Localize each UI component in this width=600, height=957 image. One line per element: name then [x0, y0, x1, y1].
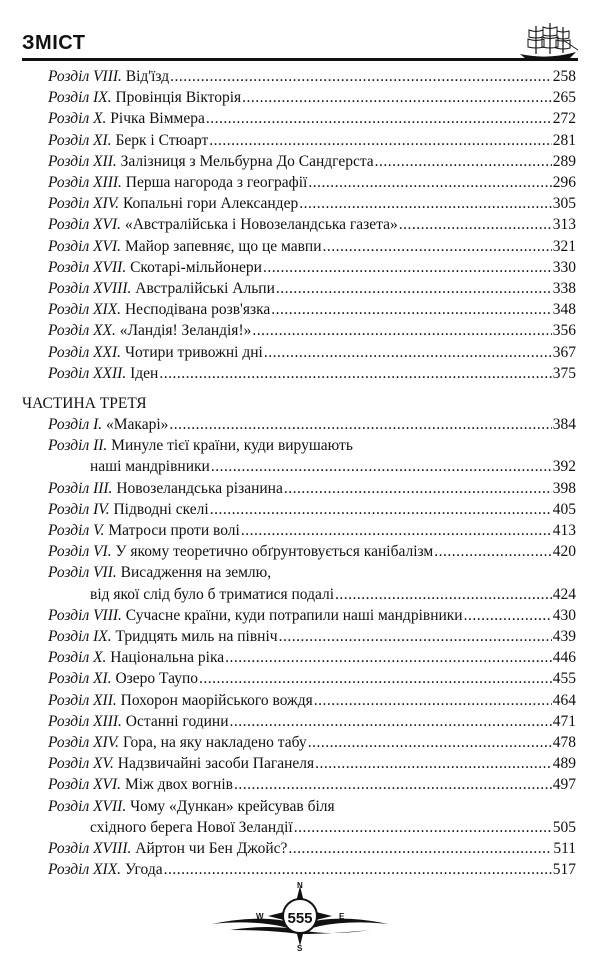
page-ref: 330 — [552, 258, 576, 276]
leader-dots — [210, 499, 552, 520]
page-ref: 375 — [552, 364, 576, 382]
leader-dots — [242, 87, 552, 108]
compass-north-label: N — [297, 881, 303, 890]
leader-dots — [284, 478, 552, 499]
page-ref: 511 — [553, 840, 576, 858]
sailing-ship-icon — [516, 20, 580, 64]
page-ref: 464 — [552, 691, 576, 709]
leader-dots — [169, 414, 551, 435]
toc-entry[interactable]: Розділ VIII. Від'їзд ..... 258 — [48, 66, 576, 87]
page-ref: 356 — [552, 322, 576, 340]
page-ref: 405 — [552, 500, 576, 518]
toc-entry[interactable]: Розділ XIII. Останні години ..... 471 — [48, 711, 576, 732]
leader-dots — [199, 668, 552, 689]
page-ref: 384 — [552, 416, 576, 433]
page-ref: 367 — [552, 343, 576, 361]
leader-dots — [241, 520, 552, 541]
page-ref: 505 — [552, 818, 576, 836]
toc-entry-multiline[interactable]: Розділ VII. Висадження на землю, від якої слід було б триматися подалі ..... 424 — [48, 562, 576, 604]
page-ref: 265 — [552, 89, 576, 107]
page-number: 555 — [287, 910, 313, 927]
toc-part3 — [48, 414, 576, 880]
toc-entry[interactable]: Розділ XIV. Копальні гори Александер ..... 305 — [48, 193, 576, 214]
toc-entry-multiline[interactable]: Розділ II. Минуле тієї країни, куди вирушають наші мандрівники ..... 392 — [48, 435, 576, 477]
leader-dots — [375, 151, 552, 172]
toc-entry[interactable]: Розділ XII. Похорон маорійського вождя ..... 464 — [48, 690, 576, 711]
page-ref: 497 — [552, 776, 576, 794]
leader-dots — [288, 838, 552, 859]
leader-dots — [276, 278, 552, 299]
toc-part2-continued — [48, 66, 576, 384]
toc-entry[interactable]: Розділ V. Матроси проти волі ..... 413 — [48, 520, 576, 541]
leader-dots — [209, 130, 551, 151]
leader-dots — [170, 66, 552, 87]
page-ref: 517 — [552, 861, 576, 879]
leader-dots — [399, 214, 552, 235]
page-ref: 258 — [552, 68, 576, 85]
page-ref: 289 — [552, 152, 576, 170]
toc-entry[interactable]: Розділ XIV. Гора, на яку накладено табу ..... 478 — [48, 732, 576, 753]
toc-entry[interactable]: Розділ XXI. Чотири тривожні дні ..... 367 — [48, 342, 576, 363]
toc-entry[interactable]: Розділ III. Новозеландська різанина ..... 398 — [48, 478, 576, 499]
leader-dots — [271, 299, 551, 320]
toc-entry[interactable]: Розділ I. «Макарі» ..... 384 — [48, 414, 576, 435]
leader-dots — [159, 363, 551, 384]
leader-dots — [206, 108, 552, 129]
compass-west-label: W — [256, 912, 264, 921]
leader-dots — [211, 456, 552, 477]
page-ref: 478 — [552, 734, 576, 752]
leader-dots — [434, 541, 552, 562]
page-ref: 430 — [552, 606, 576, 624]
leader-dots — [234, 774, 552, 795]
compass-east-label: E — [339, 912, 345, 921]
toc-entry[interactable]: Розділ XVII. Скотарі-мільйонери ..... 330 — [48, 257, 576, 278]
header-rule — [22, 58, 578, 61]
page-ref: 398 — [552, 479, 576, 497]
leader-dots — [252, 320, 551, 341]
toc-entry[interactable]: Розділ XVIII. Австралійські Альпи ..... 338 — [48, 278, 576, 299]
leader-dots — [225, 647, 552, 668]
compass-south-label: S — [297, 944, 303, 953]
toc-entry[interactable]: Розділ XVI. «Австралійська і Новозеландська газета» ..... 313 — [48, 214, 576, 235]
toc-entry[interactable]: Розділ X. Національна ріка ..... 446 — [48, 647, 576, 668]
page-ref: 489 — [552, 755, 576, 773]
toc-entry[interactable]: Розділ XIX. Несподівана розв'язка ..... 348 — [48, 299, 576, 320]
leader-dots — [263, 257, 552, 278]
toc-entry[interactable]: Розділ XVI. Майор запевняє, що це мавпи ..... 321 — [48, 236, 576, 257]
leader-dots — [264, 342, 552, 363]
leader-dots — [323, 236, 552, 257]
toc-entry[interactable]: Розділ XXII. Іден ..... 375 — [48, 363, 576, 384]
leader-dots — [308, 172, 551, 193]
page-ref: 455 — [552, 670, 576, 688]
page-ref: 305 — [552, 195, 576, 213]
leader-dots — [308, 732, 552, 753]
toc-entry[interactable]: Розділ XI. Берк і Стюарт ..... 281 — [48, 130, 576, 151]
page-header — [22, 28, 578, 62]
leader-dots — [314, 690, 552, 711]
toc-entry[interactable]: Розділ XVI. Між двох вогнів ..... 497 — [48, 774, 576, 795]
leader-dots — [315, 753, 552, 774]
toc-entry[interactable]: Розділ XI. Озеро Таупо ..... 455 — [48, 668, 576, 689]
toc-entry[interactable]: Розділ XII. Залізниця з Мельбурна До Сандгерста ..... 289 — [48, 151, 576, 172]
page-ref: 348 — [552, 301, 576, 319]
toc-entry[interactable]: Розділ XIII. Перша нагорода з географії ..... 296 — [48, 172, 576, 193]
page-ref: 281 — [552, 131, 576, 149]
page-ref: 321 — [552, 237, 576, 255]
toc-entry[interactable]: Розділ VIII. Сучасне країни, куди потрапили наші мандрівники ..... 430 — [48, 605, 576, 626]
toc-entry[interactable]: Розділ XIX. Угода ..... 517 — [48, 859, 576, 880]
leader-dots — [464, 605, 552, 626]
toc-entry[interactable]: Розділ IV. Підводні скелі ..... 405 — [48, 499, 576, 520]
toc-entry[interactable]: Розділ IX. Провінція Вікторія ..... 265 — [48, 87, 576, 108]
part-heading: ЧАСТИНА ТРЕТЯ — [22, 395, 147, 412]
page-ref: 446 — [552, 649, 576, 667]
leader-dots — [294, 817, 552, 838]
toc-entry[interactable]: Розділ XV. Надзвичайні засоби Паганеля ..... 489 — [48, 753, 576, 774]
page-title: ЗМІСТ — [22, 32, 86, 54]
leader-dots — [299, 193, 552, 214]
leader-dots — [335, 584, 552, 605]
page-ref: 392 — [552, 458, 576, 476]
page-ref: 413 — [552, 522, 576, 540]
toc-entry[interactable]: Розділ IX. Тридцять миль на північ ..... 439 — [48, 626, 576, 647]
page-ref: 313 — [552, 216, 576, 234]
leader-dots — [230, 711, 552, 732]
toc-entry[interactable]: Розділ X. Річка Віммера ..... 272 — [48, 108, 576, 129]
leader-dots — [279, 626, 552, 647]
page-ref: 471 — [552, 712, 576, 730]
page-ref: 420 — [552, 543, 576, 561]
page-ref: 296 — [552, 174, 576, 192]
toc-entry-multiline[interactable]: Розділ XVII. Чому «Дункан» крейсував біля східного берега Нової Зеландії ..... 505 — [48, 796, 576, 838]
toc-entry[interactable]: Розділ XVIII. Айртон чи Бен Джойс? ..... 511 — [48, 838, 576, 859]
toc-entry[interactable]: Розділ VI. У якому теоретично обґрунтовується канібалізм ..... 420 — [48, 541, 576, 562]
page-ref: 338 — [552, 280, 576, 298]
leader-dots — [164, 859, 552, 880]
page-ref: 424 — [552, 585, 576, 603]
page-ref: 439 — [552, 628, 576, 646]
page-ref: 272 — [552, 110, 576, 128]
toc-entry[interactable]: Розділ XX. «Ландія! Зеландія!» ..... 356 — [48, 320, 576, 341]
